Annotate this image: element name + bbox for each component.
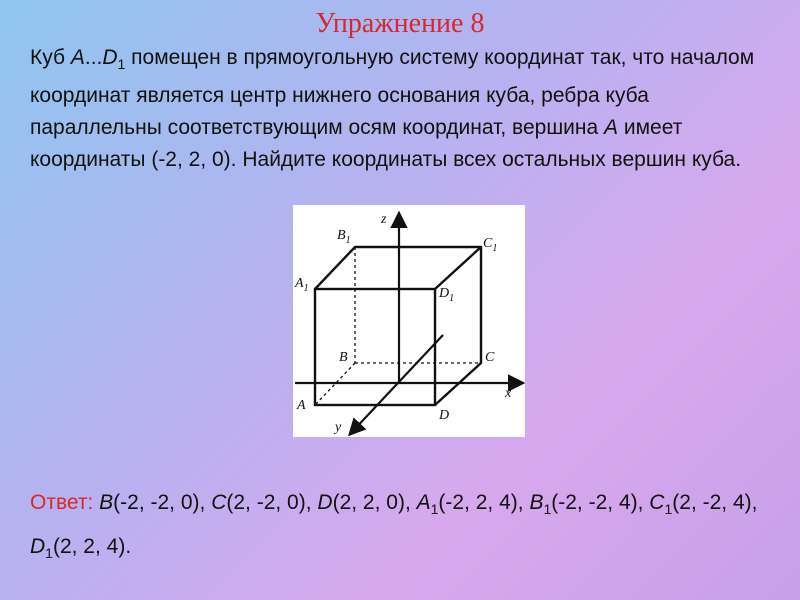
label-d: D [439, 408, 450, 423]
answer-coords: (2, 2, 0), [332, 491, 417, 514]
answer-vertex: B [99, 491, 114, 514]
label-x: x [505, 386, 512, 401]
problem-part-2: помещен в прямоугольную систему координат так, что началом координат является центр нижнего основания куба, ребра куба параллельны соответствующим осям координат, вершина [30, 46, 755, 140]
answer-vertex: C [649, 491, 665, 514]
answer-label: Ответ: [30, 491, 94, 514]
label-c1: $C_1$ [483, 236, 498, 254]
answer-coords: (-2, -2, 4), [551, 491, 650, 514]
vertex-a: A [70, 46, 85, 69]
answer-item [30, 535, 132, 562]
cube-diagram [293, 205, 525, 437]
label-b1: $B_1$ [337, 228, 351, 246]
problem-dots: ... [84, 46, 103, 69]
cube-figure [293, 205, 525, 437]
answer-subscript: 1 [430, 501, 439, 518]
answer-coords: (2, -2, 4), [672, 491, 758, 514]
answer-item [317, 491, 416, 514]
answer-item [649, 491, 758, 518]
vertex-d: D [102, 46, 118, 69]
answer [30, 484, 790, 572]
answer-list [30, 491, 758, 562]
label-a: A [297, 398, 306, 413]
answer-coords: (-2, -2, 0), [113, 491, 212, 514]
label-c: C [485, 350, 495, 365]
problem-text [30, 42, 780, 176]
answer-vertex: D [317, 491, 333, 514]
vertex-a-2: A [604, 116, 619, 140]
answer-subscript: 1 [45, 545, 53, 562]
answer-subscript: 1 [664, 501, 673, 518]
vertex-d-subscript: 1 [117, 56, 126, 73]
answer-subscript: 1 [543, 501, 552, 518]
answer-vertex: C [211, 491, 227, 514]
label-a1: $A_1$ [295, 276, 309, 294]
answer-item [211, 491, 317, 514]
label-d1: $D_1$ [439, 286, 455, 304]
answer-item [529, 491, 650, 518]
slide-title: Упражнение 8 [315, 8, 485, 39]
answer-item [99, 491, 211, 514]
answer-coords: (-2, 2, 4), [438, 491, 530, 514]
answer-vertex: D [30, 535, 46, 559]
answer-vertex: A [416, 491, 431, 514]
label-z: z [381, 212, 387, 227]
problem-part-1: Куб [30, 46, 71, 69]
answer-coords: (2, 2, 4). [52, 535, 132, 559]
answer-coords: (2, -2, 0), [226, 491, 318, 514]
answer-vertex: B [529, 491, 544, 514]
problem-part-3: имеет координаты (-2, 2, 0). Найдите координаты всех остальных вершин куба. [30, 116, 742, 172]
answer-item [416, 491, 530, 518]
label-b: B [339, 350, 348, 365]
label-y: y [335, 420, 342, 435]
